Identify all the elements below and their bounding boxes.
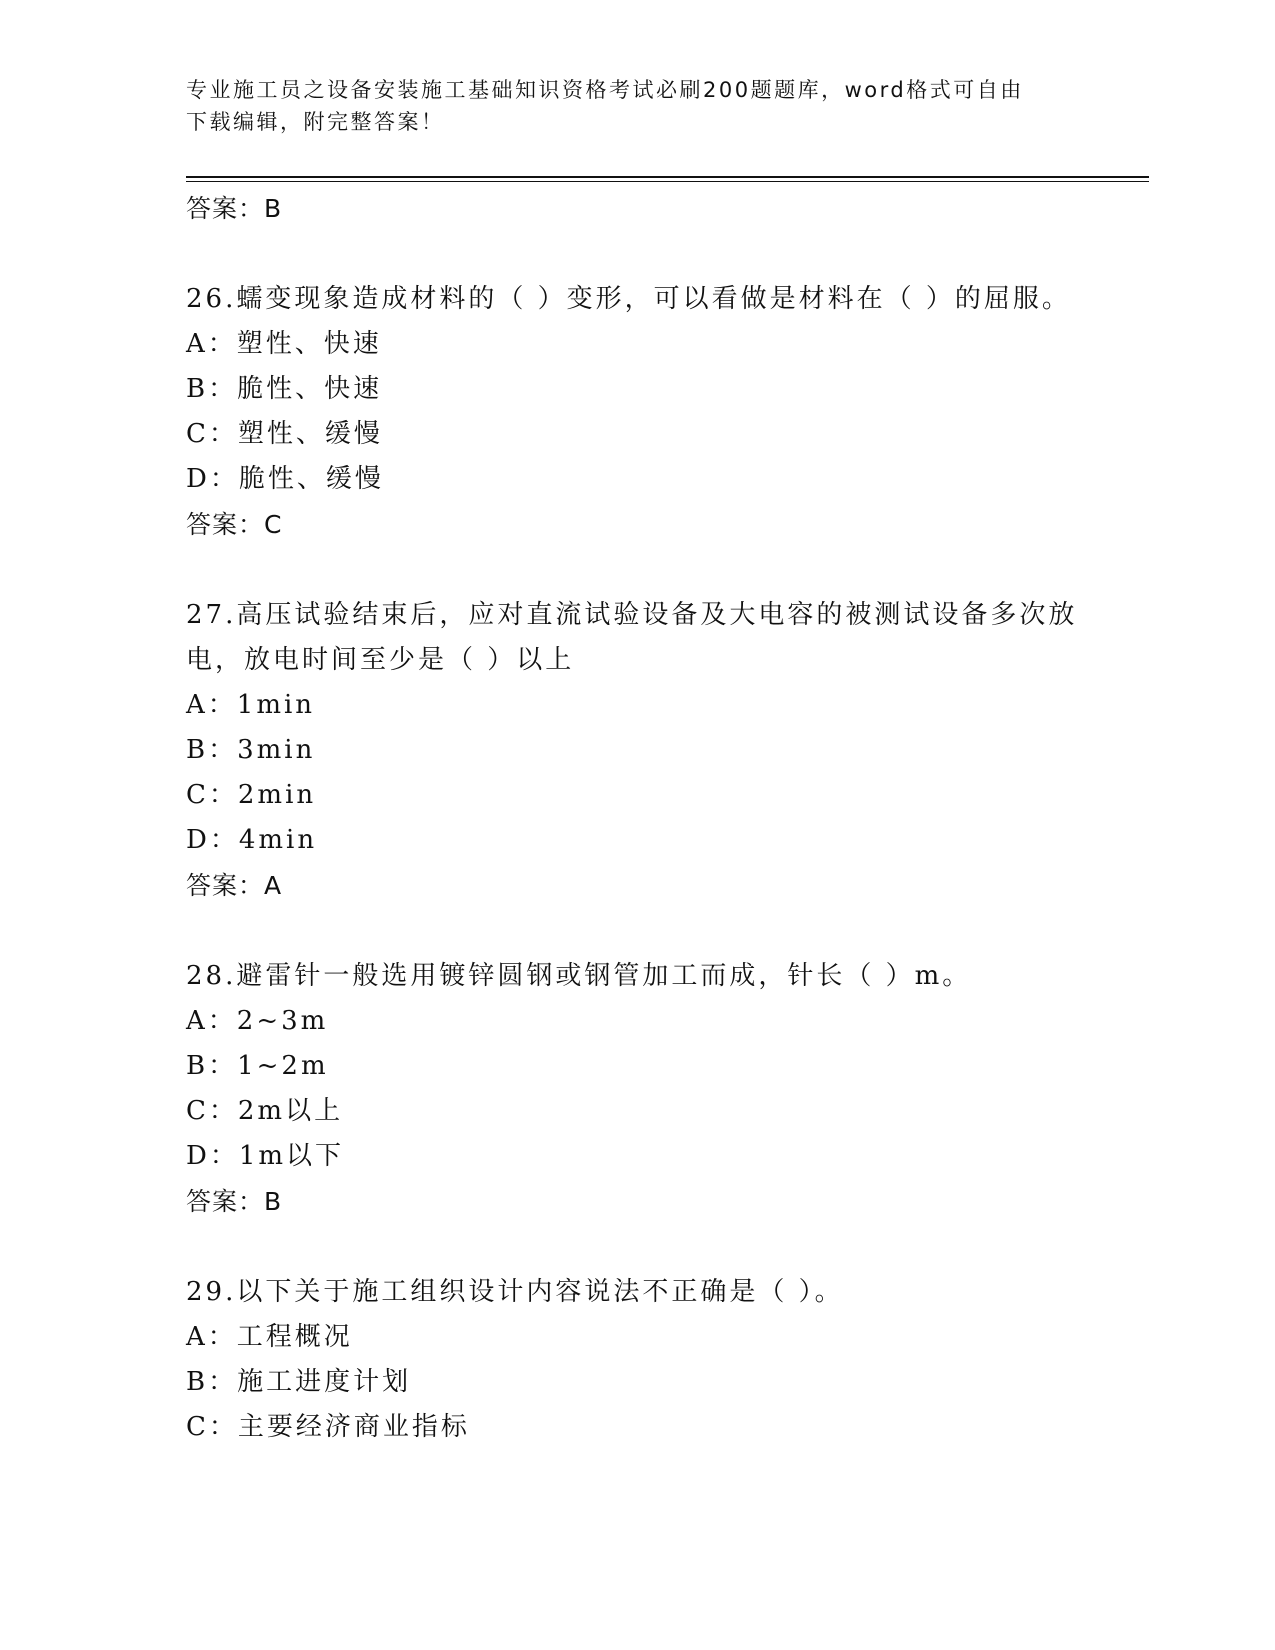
question-28-option-c: C：2m以上 (186, 1096, 344, 1126)
question-28-option-a: A：2~3m (186, 1006, 329, 1036)
question-27-option-c: C：2min (186, 780, 317, 810)
header-line-2: 下载编辑，附完整答案！ (186, 110, 445, 134)
question-27-stem-line-1: 27.高压试验结束后，应对直流试验设备及大电容的被测试设备多次放 (186, 600, 1078, 630)
question-28-option-b: B：1~2m (186, 1051, 329, 1081)
question-26-option-b: B：脆性、快速 (186, 374, 383, 404)
answer-previous: 答案：B (186, 194, 283, 223)
question-27-option-b: B：3min (186, 735, 316, 765)
question-29-stem: 29.以下关于施工组织设计内容说法不正确是（ ）。 (186, 1277, 844, 1307)
question-29-option-c: C：主要经济商业指标 (186, 1412, 470, 1442)
question-26-option-c: C：塑性、缓慢 (186, 419, 383, 449)
question-26-answer: 答案：C (186, 510, 283, 539)
header-divider-thin (186, 181, 1149, 182)
header-line-1: 专业施工员之设备安装施工基础知识资格考试必刷200题题库，word格式可自由 (186, 78, 1024, 102)
question-28-option-d: D：1m以下 (186, 1141, 345, 1171)
question-29-option-a: A：工程概况 (186, 1322, 353, 1352)
question-26-option-a: A：塑性、快速 (186, 329, 382, 359)
question-26-option-d: D：脆性、缓慢 (186, 464, 384, 494)
question-27-option-a: A：1min (186, 690, 316, 720)
question-28-answer: 答案：B (186, 1187, 283, 1216)
question-26-stem: 26.蠕变现象造成材料的（ ）变形，可以看做是材料在（ ）的屈服。 (186, 284, 1071, 314)
question-27-answer: 答案：A (186, 871, 283, 900)
question-27-stem-line-2: 电，放电时间至少是（ ）以上 (186, 645, 575, 675)
question-29-option-b: B：施工进度计划 (186, 1367, 412, 1397)
question-28-stem: 28.避雷针一般选用镀锌圆钢或钢管加工而成，针长（ ）m。 (186, 961, 972, 991)
header-divider-thick (186, 176, 1149, 178)
question-27-option-d: D：4min (186, 825, 318, 855)
document-header (186, 74, 1066, 138)
